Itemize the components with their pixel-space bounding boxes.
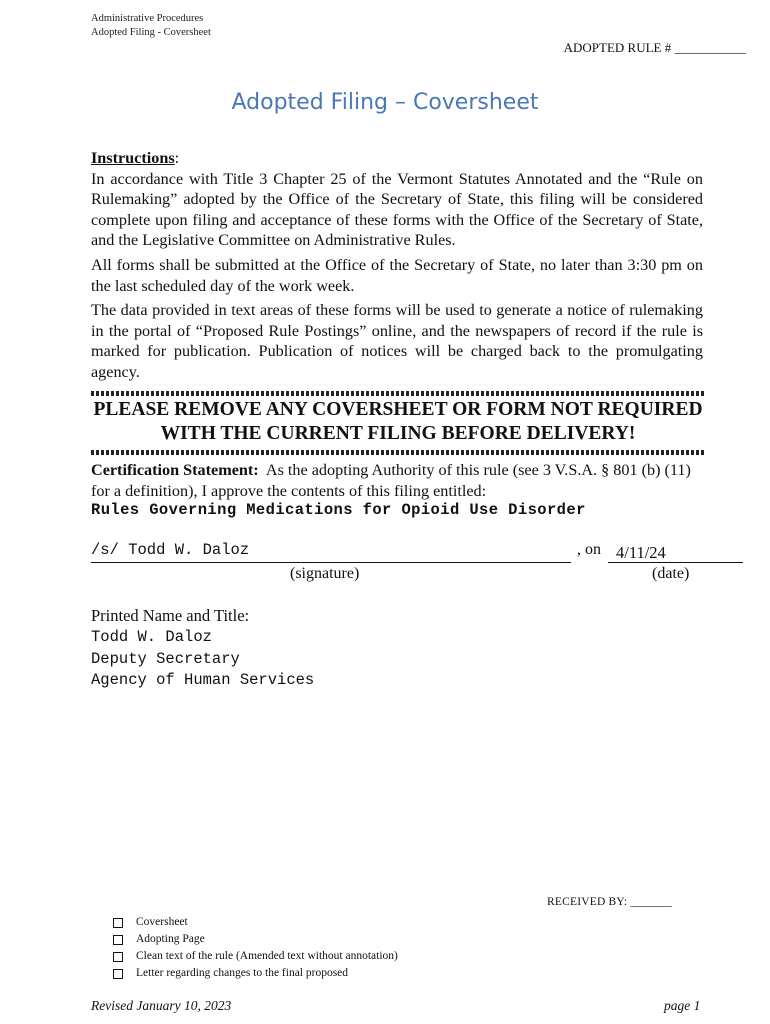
instructions-paragraph-1: In accordance with Title 3 Chapter 25 of the Vermont Statutes Annotated and the “Rule on Rulemaking” adopted by the Office of the Secretary of State, this filing will be considered complete upon filing and acceptance of these forms with the Office of the Secretary of State, and the Legislative Committee on Administrative Rules.: [91, 169, 703, 250]
adopted-rule-number: ADOPTED RULE # ___________: [563, 40, 746, 55]
checkbox-icon[interactable]: [113, 952, 123, 962]
checklist-item[interactable]: [113, 931, 398, 948]
certification-text: As the adopting Authority of this rule (see 3 V.S.A. § 801 (b) (11) for a definition), I approve the contents of this filing entitled:: [91, 461, 691, 500]
rule-title: Rules Governing Medications for Opioid Use Disorder: [91, 501, 586, 519]
divider-bottom: [91, 450, 705, 455]
printed-name-label: Printed Name and Title:: [91, 606, 250, 625]
checklist-item-label: Coversheet: [136, 916, 188, 928]
checklist-item-label: Adopting Page: [136, 933, 205, 945]
checklist-item[interactable]: [113, 948, 398, 965]
instructions-paragraph-2: All forms shall be submitted at the Office of the Secretary of State, no later than 3:30 pm on the last scheduled day of the work week.: [91, 255, 703, 295]
signature-value: /s/ Todd W. Daloz: [91, 541, 250, 559]
on-label: , on: [577, 541, 601, 558]
printed-title-2: Agency of Human Services: [91, 671, 315, 689]
header-line-1: Administrative Procedures: [91, 13, 204, 24]
checklist-item[interactable]: [113, 965, 398, 982]
checklist-item[interactable]: [113, 914, 398, 931]
certification-label: Certification Statement: [91, 461, 254, 479]
received-by: RECEIVED BY: _______: [547, 896, 672, 908]
instructions-label: Instructions: [91, 149, 175, 167]
removal-warning: PLEASE REMOVE ANY COVERSHEET OR FORM NOT REQUIRED WITH THE CURRENT FILING BEFORE DELIVERY!: [93, 399, 703, 444]
header-line-2: Adopted Filing - Coversheet: [91, 27, 211, 38]
checkbox-icon[interactable]: [113, 935, 123, 945]
certification-statement: Certification Statement: As the adopting Authority of this rule (see 3 V.S.A. § 801 (b) (11) for a definition), I approve the contents of this filing entitled:: [91, 461, 691, 500]
checkbox-icon[interactable]: [113, 918, 123, 928]
signature-caption: (signature): [290, 565, 360, 582]
page-title: Adopted Filing – Coversheet: [231, 90, 539, 115]
checklist-item-label: Clean text of the rule (Amended text without annotation): [136, 950, 398, 962]
checklist-item-label: Letter regarding changes to the final proposed: [136, 967, 349, 979]
divider-top: [91, 391, 705, 396]
filing-checklist: [113, 914, 398, 982]
printed-name: Todd W. Daloz: [91, 628, 212, 646]
date-caption: (date): [652, 565, 690, 582]
instructions-section: Instructions: In accordance with Title 3 Chapter 25 of the Vermont Statutes Annotated and the “Rule on Rulemaking” adopted by the Office of the Secretary of State, this filing will be considered complete upon filing and acceptance of these forms with the Office of the Secretary of State, and the Legislative Committee on Administrative Rules. All forms shall be submitted at the Office of the Secretary of State, no later than 3:30 pm on the last scheduled day of the work week. The data provided in text areas of these forms will be used to generate a notice of rulemaking in the portal of “Proposed Rule Postings” online, and the newspapers of record if the rule is marked for publication. Publication of notices will be charged back to the promulgating agency.: [91, 149, 703, 381]
revised-date: Revised January 10, 2023: [91, 998, 232, 1013]
instructions-paragraph-3: The data provided in text areas of these forms will be used to generate a notice of rulemaking in the portal of “Proposed Rule Postings” online, and the newspapers of record if the rule is marked for publication. Publication of notices will be charged back to the promulgating agency.: [91, 301, 703, 381]
signature-date: 4/11/24: [616, 543, 666, 562]
checkbox-icon[interactable]: [113, 969, 123, 979]
printed-title-1: Deputy Secretary: [91, 650, 240, 668]
signature-line: [91, 562, 571, 563]
page-number: page 1: [664, 998, 701, 1013]
date-line: [608, 562, 743, 563]
